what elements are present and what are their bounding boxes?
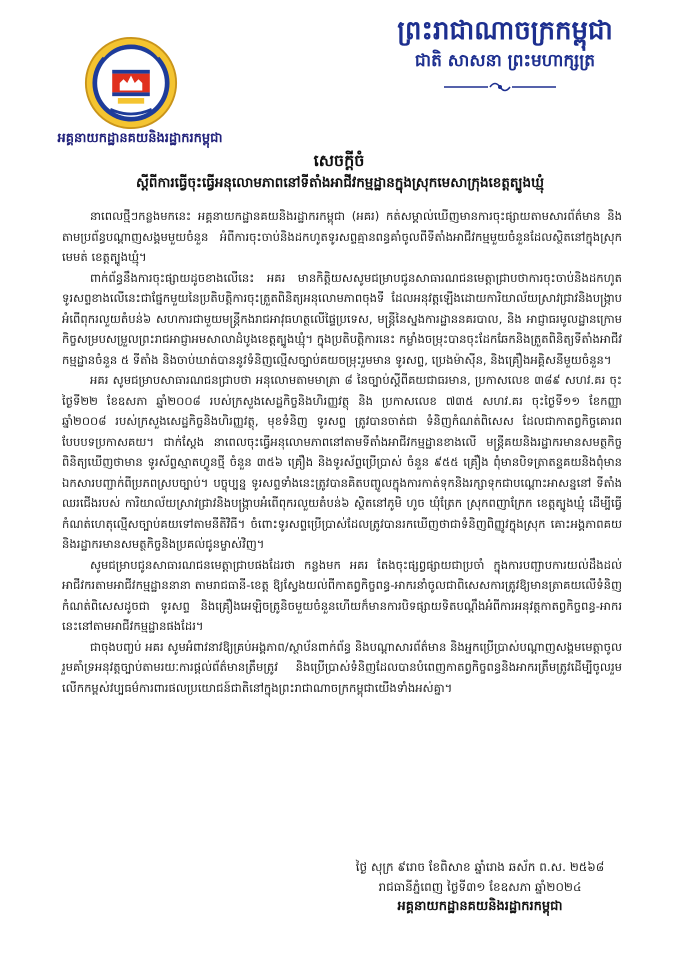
paragraph-5: ជាចុងបញ្ចប់ អគរ សូមអំពាវនាវឱ្យគ្រប់អង្គភាព/ស្ថាប័នពាក់ព័ន្ធ និងបណ្តាសារព័ត៌មាន និងអ្នកប្រើប្រាស់បណ្តាញសង្គមមេត្តាចូលរួមគាំទ្រអនុវត្តច្បាប់តាមរយៈការផ្តល់ព័ត៌មានត្រឹមត្រូវ និងប្រើប្រាស់ទំនិញដែលបានបំពេញកាតព្វកិច្ចពន្ធនិងអាករត្រឹមត្រូវដើម្បីចូលរួមលើកកម្ពស់វប្បធម៌ការពារផលប្រយោជន៍ជាតិនៅក្នុងព្រះរាជាណាចក្រកម្ពុជាយើងទាំងអស់គ្នា។ xyxy=(62,639,622,695)
solar-date: រាជធានីភ្នំពេញ ថ្ងៃទី៣១ ខែឧសភា ឆ្នាំ២០២៤ xyxy=(378,880,582,894)
paragraph-1: នាពេលថ្មីៗកន្លងមកនេះ អគ្គនាយកដ្ឋានគយនិងរដ្ឋាករកម្ពុជា (អគរ) កត់សម្គាល់ឃើញមានការចុះផ្សាយតាមសារព័ត៌មាន និងតាមប្រព័ន្ធបណ្តាញសង្គមមួយចំនួន អំពីការចុះចាប់និងដកហូតទូរសព្ទគ្មានពន្ធគាំចូលពីទីតាំងអាជីវកម្មមួយចំនួនដែលស្ថិតនៅក្នុងស្រុកមេមត់ ខេត្តត្បូងឃ្មុំ។ xyxy=(62,209,622,264)
national-motto: ជាតិ សាសនា ព្រះមហាក្សត្រ xyxy=(414,51,596,71)
document-body xyxy=(62,206,622,698)
lunar-date: ថ្ងៃ សុក្រ ៩រោច ខែពិសាខ ឆ្នាំរោង ឆស័ក ព.ស. ២៥៦៨ xyxy=(355,860,605,874)
document-subject: ស្តីពីការធ្វើចុះធ្វើអនុលោមភាពនៅទីតាំងអាជីវកម្មដ្ឋានក្នុងស្រុកមេសាក្រុងខេត្តត្បូងឃ្មុំ xyxy=(136,175,544,191)
customs-emblem-icon xyxy=(84,36,178,130)
signature-block xyxy=(330,857,630,917)
signatory-name: អគ្គនាយកដ្ឋានគយនិងរដ្ឋាករកម្ពុជា xyxy=(397,899,563,914)
paragraph-3: អគរ សូមជម្រាបសាធារណជនជ្រាបថា អនុលោមតាមមាត្រា ៨ នៃច្បាប់ស្តីពីគយជាធរមាន, ប្រកាសលេខ ៣៨៩ សហវ.គរ ចុះថ្ងៃទី២២ ខែឧសភា ឆ្នាំ២០០៨ របស់ក្រសួងសេដ្ឋកិច្ចនិងហិរញ្ញវត្ថុ និង ប្រកាសលេខ ៧៣៥ សហវ.គរ ចុះថ្ងៃទី១១ ខែកញ្ញា ឆ្នាំ២០០៨ របស់ក្រសួងសេដ្ឋកិច្ចនិងហិរញ្ញវត្ថុ, មុខទំនិញ ទូរសព្ទ ត្រូវបានចាត់ជា ទំនិញកំណត់ពិសេស ដែលជាកាតព្វកិច្ចគោរពបែបបទប្រកាសគយ។ ជាក់ស្តែង នាពេលចុះធ្វើអនុលោមភាពនៅតាមទីតាំងអាជីវកម្មដ្ឋានខាងលើ មន្ត្រីគយនិងរដ្ឋាករមានសមត្ថកិច្ចពិនិត្យឃើញថាមាន ទូរស័ព្ទស្មាតហ្វូនថ្មី ចំនួន ៣៥៦ គ្រឿង និងទូរស័ព្ទប្រើប្រាស់ ចំនួន ៩៥៥ គ្រឿង ពុំមានបិទត្រាតន្ទគយនិងពុំមានឯកសារបញ្ជាក់ពីប្រភពស្របច្បាប់។ បច្ចុប្បន្ន ទូរសព្ទទាំងនេះត្រូវបានគិតបញ្ចូលក្នុងការកាត់ទុកនិងរក្សាទុកជាបណ្តោះអាសន្ននៅ ទីតាំងឈរជើងរបស់ ការិយាល័យស្រាវជ្រាវនិងបង្ក្រាបអំពើពុករលួយតំបន់៦ ស្ថិតនៅភូមិ ហូច ឃុំត្រែក ស្រុកពញាក្រែក ខេត្តត្បូងឃ្មុំ ដើម្បីធ្វើកំណត់ហេតុល្មើសច្បាប់គយទៅតាមនីតិវិធី។ ចំពោះទូរសព្ទប្រើប្រាស់ដែលត្រូវបានរកឃើញថាជាទំនិញពិញ្ញូវក្នុងស្រុក គោះអង្គភាពគយនិងរដ្ឋាករមានសមត្ថកិច្ចនិងប្រគល់ជូនម្ចាស់វិញ។ xyxy=(62,373,622,551)
kingdom-title: ព្រះរាជាណាចក្រកម្ពុជា xyxy=(397,16,613,46)
agency-name-header: អគ្គនាយកដ្ឋានគយនិងរដ្ឋាករកម្ពុជា xyxy=(57,131,223,146)
paragraph-2: ពាក់ព័ន្ធនឹងការចុះផ្សាយដូចខាងលើនេះ អគរ មានកិត្តិយសសូមជម្រាបជូនសាធារណជនមេត្តាជ្រាបថាការចុះចាប់និងដកហូតទូរសព្ទខាងលើនេះជាផ្នែកមួយនៃប្រតិបត្តិការចុះត្រួតពិនិត្យអនុលោមភាពចុងទី ដែលអនុវត្តឡើងដោយការិយាល័យស្រាវជ្រាវនិងបង្ក្រាបអំពើពុករលួយតំបន់៦ សហការជាមួយមន្ត្រីកងរាជអាវុធហត្ថលើផ្ទៃប្រទេស, មន្ត្រីនៃស្នងការដ្ឋាននគរបាល, និង អាជ្ញាធរមូលដ្ឋានក្រោមកិច្ចសម្របសម្រួលព្រះរាជអាជ្ញាអមសាលាដំបូងខេត្តត្បូងឃ្មុំ។ ក្នុងប្រតិបត្តិការនេះ កម្លាំងចម្រុះបានចុះដែកឆែកនិងត្រួតពិនិត្យទីតាំងអាជីវកម្មដ្ឋានចំនួន ៥ ទីតាំង និងចាប់ឃាត់បាននូវទំនិញល្មើសច្បាប់គយចម្រុះរួមមាន ទូរសព្ទ, ប្រេងម៉ាស៊ីន, និងគ្រឿងអគ្គិសនីមួយចំនួន។ xyxy=(62,270,622,367)
paragraph-4: សូមជម្រាបជូនសាធារណជនមេត្តាជ្រាបផងដែរថា កន្លងមក អគរ តែងចុះផ្សព្វផ្សាយជាប្រចាំ ក្នុងការបញ្ជាបការយល់ដឹងដល់អាជីវករតាមអាជីវកម្មដ្ឋាននានា តាមរាជធានី-ខេត្ត ឱ្យស្វែងយល់ពីកាតព្វកិច្ចពន្ធ-អាករនាំចូលជាពិសេសការត្រូវឱ្យមានត្រាគយលើទំនិញកំណត់ពិសេសដូចជា ទូរសព្ទ និងគ្រឿងអេឡិចត្រូនិចមួយចំនួនហើយក៏មានការបិទផ្សាយទិតបណ្តឹងអំពីការអនុវត្តកាតព្វកិច្ចពន្ធ-អាករនេះនៅតាមអាជីវកម្មដ្ឋានផងដែរ។ xyxy=(62,557,622,633)
ornament-divider-icon xyxy=(440,80,560,94)
document-title: សេចក្តីចំ xyxy=(313,151,365,170)
